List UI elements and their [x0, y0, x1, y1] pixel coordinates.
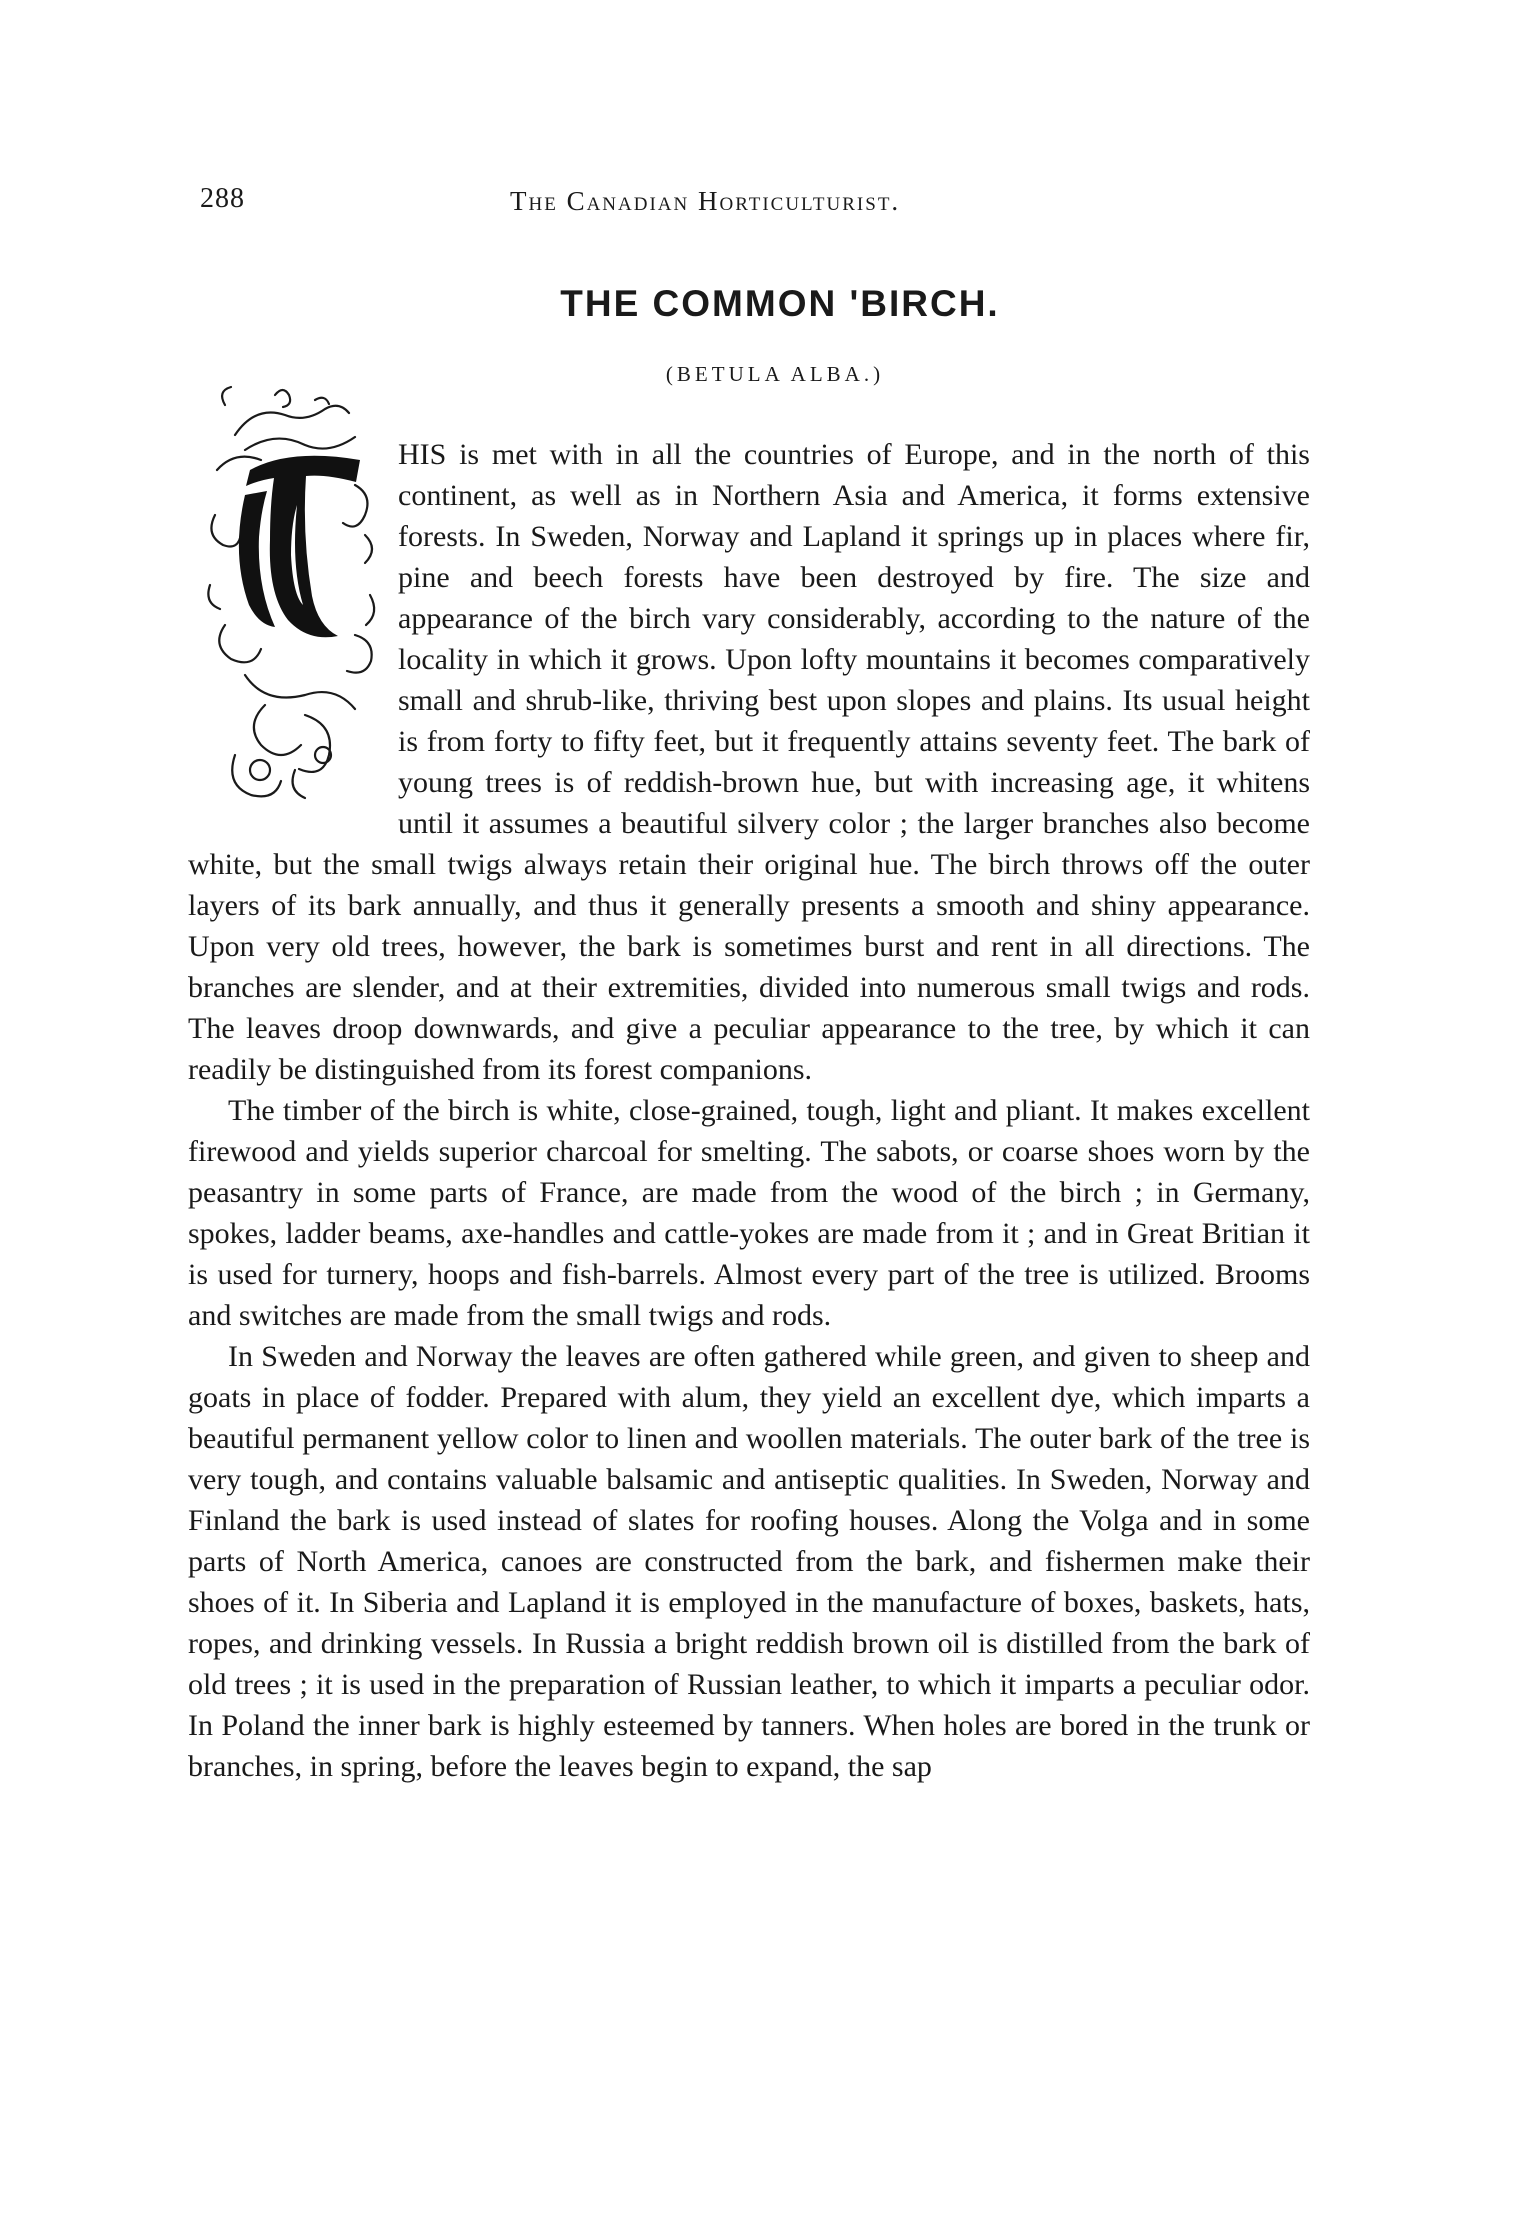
page-number: 288 — [200, 183, 245, 214]
paragraph-3: In Sweden and Norway the leaves are often gathered while green, and given to sheep and goats in place of fodder. Prepared with alum, they yield an excellent dye, which imparts a beautiful permanent yellow color to linen and woollen materials. The outer bark of the tree is very tough, and contains valuable balsamic and antiseptic qualities. In Sweden, Norway and Finland the bark is used instead of slates for roofing houses. Along the Volga and in some parts of North America, canoes are constructed from the bark, and fishermen make their shoes of it. In Siberia and Lapland it is employed in the manufacture of boxes, baskets, hats, ropes, and drinking vessels. In Russia a bright reddish brown oil is distilled from the bark of old trees ; it is used in the preparation of Russian leather, to which it imparts a peculiar odor. In Poland the inner bark is highly esteemed by tanners. When holes are bored in the trunk or branches, in spring, before the leaves begin to expand, the sap — [188, 1340, 1310, 1783]
article-body — [188, 434, 1310, 1787]
drop-cap-spacer — [183, 434, 398, 834]
paragraph-2: The timber of the birch is white, close-grained, tough, light and pliant. It makes excellent firewood and yields superior charcoal for smelting. The sabots, or coarse shoes worn by the peasantry in some parts of France, are made from the wood of the birch ; in Germany, spokes, ladder beams, axe-handles and cattle-yokes are made from it ; and in Great Britian it is used for turnery, hoops and fish-barrels. Almost every part of the tree is utilized. Brooms and switches are made from the small twigs and rods. — [188, 1094, 1310, 1332]
article-subtitle: (BETULA ALBA.) — [665, 362, 885, 386]
paragraph-1: HIS is met with in all the countries of Europe, and in the north of this continent, as well as in Northern Asia and America, it forms extensive forests. In Sweden, Norway and Lapland it springs up in places where fir, pine and beech forests have been destroyed by fire. The size and appearance of the birch vary considerably, according to the nature of the locality in which it grows. Upon lofty mountains it becomes comparatively small and shrub-like, thriving best upon slopes and plains. Its usual height is from forty to fifty feet, but it frequently attains seventy feet. The bark of young trees is of reddish-brown hue, but with increasing age, it whitens until it assumes a beautiful silvery color ; the larger branches also become white, but the small twigs always retain their original hue. The birch throws off the outer layers of its bark annually, and thus it generally presents a smooth and shiny appearance. Upon very old trees, however, the bark is sometimes burst and rent in all directions. The branches are slender, and at their extremities, divided into numerous small twigs and rods. The leaves droop downwards, and give a peculiar appearance to the tree, by which it can readily be distinguished from its forest companions. — [188, 438, 1310, 1086]
article-title: THE COMMON 'BIRCH. — [560, 283, 1000, 324]
running-head: The Canadian Horticulturist. — [510, 186, 901, 216]
